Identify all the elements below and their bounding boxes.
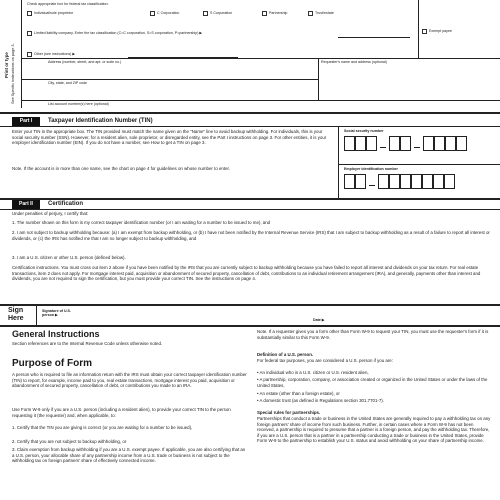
form-sidebar — [0, 0, 22, 108]
ssn-dash — [414, 147, 420, 148]
step-1: 1. Certify that the TIN you are giving is correct (or you are waiting for a number to be issued), — [12, 425, 193, 430]
rule-sign-top — [0, 304, 500, 306]
checkbox-individual[interactable] — [27, 11, 32, 16]
cert-instructions: Certification instructions. You must cross out item 2 above if you have been notified by the IRS that you are currently subject to backup withholding because you have failed to report all interest and dividends on your tax return. For real estate transactions, item 2 does not apply. For mortgage interest paid, acquisition or abandonment of secured property, cancellation of debt, contributions to an individual retirement arrangement (IRA), and generally, payments other than interest and dividends, you are not required to sign the certification, but you must provide your correct TIN. See the instructions on page 4. — [12, 265, 481, 282]
checkbox-exempt-payee[interactable] — [422, 29, 427, 34]
checkbox-trust-estate[interactable] — [308, 11, 313, 16]
ssn-boxes[interactable] — [344, 136, 494, 160]
checkbox-other[interactable] — [27, 52, 32, 57]
cert-item-3: 3. I am a U.S. citizen or other U.S. person (defined below). — [12, 255, 126, 260]
ssn-digit[interactable] — [434, 136, 445, 151]
ein-digit[interactable] — [400, 174, 411, 189]
part2-label: Part II — [12, 200, 40, 209]
step-3: 3. Claim exemption from backup withholding if you are a U.S. exempt payee. If applicable, you are also certifying that as a U.S. person, your allocable share of any partnership income from a U.S. trade or business is not subject to the withholding tax on foreign partners' share of effectively connected income. — [12, 447, 246, 464]
requester-divider — [318, 58, 319, 100]
rule-accounts-top — [21, 100, 500, 101]
purpose-text: A person who is required to file an information return with the IRS must obtain your correct taxpayer identification number (TIN) to report, for example, income paid to you, real estate transactions, mortgage interest you paid, acquisition or abandonment of secured property, cancellation of debt, or contributions you made to an IRA. — [12, 372, 247, 389]
ssn-digit[interactable] — [445, 136, 456, 151]
sidebar-print-label: Print or type — [4, 52, 9, 78]
option-s-corp-label: S Corporation — [210, 11, 233, 15]
part2-intro: Under penalties of perjury, I certify that: — [12, 211, 89, 216]
ein-digit[interactable] — [378, 174, 389, 189]
ein-digit[interactable] — [344, 174, 355, 189]
definition-bullet: • A partnership, corporation, company, or association created or organized in the United States or under the laws of the United States, — [257, 377, 488, 388]
rule-part1-sub — [0, 126, 500, 127]
definition-bullet: • A domestic trust (as defined in Regulations section 301.7701-7). — [257, 398, 384, 403]
part1-label: Part I — [12, 117, 40, 126]
exempt-divider — [418, 0, 419, 58]
checkbox-s-corporation[interactable] — [203, 11, 208, 16]
part1-instructions: Enter your TIN in the appropriate box. The TIN provided must match the name given on the "Name" line to avoid backup withholding. For individuals, this is your social security number (SSN). However, for a resident alien, sole proprietor, or disregarded entity, see the Part I instructions on page 3. For other entities, it is your employer identification number (EIN). If you do not have a number, see How to get a TIN on page 3. — [12, 129, 327, 146]
sign-divider — [36, 305, 37, 325]
accounts-label: List account number(s) here (optional) — [48, 102, 109, 106]
general-instructions-heading: General Instructions — [12, 329, 100, 339]
special-rules-text: Partnerships that conduct a trade or business in the United States are generally required to pay a withholding tax on any foreign partners' share of income from such business. Further, in certain cases where a Form W-9 has not been received, a partnership is required to presume that a partner is a foreign person, and pay the withholding tax. Therefore, if you are a U.S. person that is a partner in a partnership conducting a trade or business in the United States, provide Form W-9 to the partnership to establish your U.S. status and avoid withholding on your share of partnership income. — [257, 416, 491, 444]
option-c-corp-label: C Corporation — [157, 11, 180, 15]
checkbox-c-corporation[interactable] — [150, 11, 155, 16]
part1-title: Taxpayer Identification Number (TIN) — [48, 118, 153, 124]
ssn-digit[interactable] — [344, 136, 355, 151]
cert-item-2: 2. I am not subject to backup withholding because: (a) I am exempt from backup withholding, or (b) I have not been notified by the Internal Revenue Service (IRS) that I am subject to backup withholding as a result of a failure to report all interest or dividends, or (c) the IRS has notified me that I am no longer subject to backup withholding, and — [12, 230, 490, 241]
option-trust-label: Trust/estate — [315, 11, 334, 15]
rule-city-top — [21, 79, 318, 80]
rule-sign-bottom — [0, 325, 500, 327]
ein-digit[interactable] — [355, 174, 366, 189]
ein-boxes[interactable] — [344, 174, 494, 198]
ein-digit[interactable] — [444, 174, 455, 189]
checkbox-partnership[interactable] — [262, 11, 267, 16]
ssn-digit[interactable] — [456, 136, 467, 151]
other-label: Other (see instructions) ▶ — [34, 52, 76, 56]
ssn-digit[interactable] — [389, 136, 400, 151]
step-2: 2. Certify that you are not subject to backup withholding, or — [12, 439, 127, 444]
checkbox-llc[interactable] — [27, 31, 32, 36]
purpose-heading: Purpose of Form — [12, 358, 93, 369]
signature-field[interactable] — [80, 308, 300, 323]
date-field[interactable] — [335, 310, 495, 323]
sign-label: Sign — [8, 307, 24, 314]
ein-dash — [369, 185, 375, 186]
ein-label: Employer identification number — [344, 167, 398, 171]
definition-bullet: • An estate (other than a foreign estate), or — [257, 391, 340, 396]
rule-part2-sub — [0, 209, 500, 210]
rule-part1-top — [0, 112, 500, 114]
here-label: Here — [8, 315, 24, 322]
part2-title: Certification — [48, 201, 84, 207]
llc-label: Limited liability company. Enter the tax classification (C=C corporation, S=S corporation, P=partnership) ▶ — [34, 31, 203, 35]
exempt-payee-label: Exempt payee — [429, 29, 452, 33]
ssn-digit[interactable] — [423, 136, 434, 151]
llc-entry-line[interactable] — [338, 37, 410, 38]
part1-note: Note. If the account is in more than one name, see the chart on page 4 for guidelines on whose number to enter. — [12, 166, 230, 171]
special-rules-heading: Special rules for partnerships. — [257, 410, 321, 415]
date-label: Date ▶ — [313, 318, 325, 322]
requester-note: Note. If a requester gives you a form other than Form W-9 to request your TIN, you must use the requester's form if it is substantially similar to this Form W-9. — [257, 329, 489, 340]
ein-digit[interactable] — [433, 174, 444, 189]
city-label: City, state, and ZIP code — [48, 81, 88, 85]
option-individual-label: Individual/sole proprietor — [34, 11, 74, 15]
use-text: Use Form W-9 only if you are a U.S. person (including a resident alien), to provide your correct TIN to the person requesting it (the requester) and, when applicable, to: — [12, 407, 231, 418]
classification-heading: Check appropriate box for federal tax classification: — [27, 2, 109, 6]
ssn-dash — [380, 147, 386, 148]
ein-digit[interactable] — [411, 174, 422, 189]
requester-label: Requester's name and address (optional) — [321, 60, 387, 64]
cert-item-1: 1. The number shown on this form is my correct taxpayer identification number (or I am waiting for a number to be issued to me), and — [12, 220, 271, 225]
ssn-digit[interactable] — [400, 136, 411, 151]
ssn-label: Social security number — [344, 129, 384, 133]
tin-divider — [338, 126, 339, 198]
definition-text: For federal tax purposes, you are considered a U.S. person if you are: — [257, 358, 393, 363]
rule-address-top — [21, 58, 500, 59]
definition-heading: Definition of a U.S. person. — [257, 352, 314, 357]
ssn-digit[interactable] — [355, 136, 366, 151]
ein-digit[interactable] — [389, 174, 400, 189]
address-label: Address (number, street, and apt. or suite no.) — [48, 60, 122, 64]
option-partnership-label: Partnership — [269, 11, 288, 15]
general-instructions-text: Section references are to the Internal Revenue Code unless otherwise noted. — [12, 341, 163, 346]
signature-label: Signature of U.S. person ▶ — [42, 309, 71, 318]
sidebar-instructions-label: See Specific Instructions on page 3. — [11, 43, 15, 104]
ein-digit[interactable] — [422, 174, 433, 189]
ssn-digit[interactable] — [366, 136, 377, 151]
rule-ein-top — [338, 164, 500, 165]
definition-bullet: • An individual who is a U.S. citizen or U.S. resident alien, — [257, 370, 369, 375]
